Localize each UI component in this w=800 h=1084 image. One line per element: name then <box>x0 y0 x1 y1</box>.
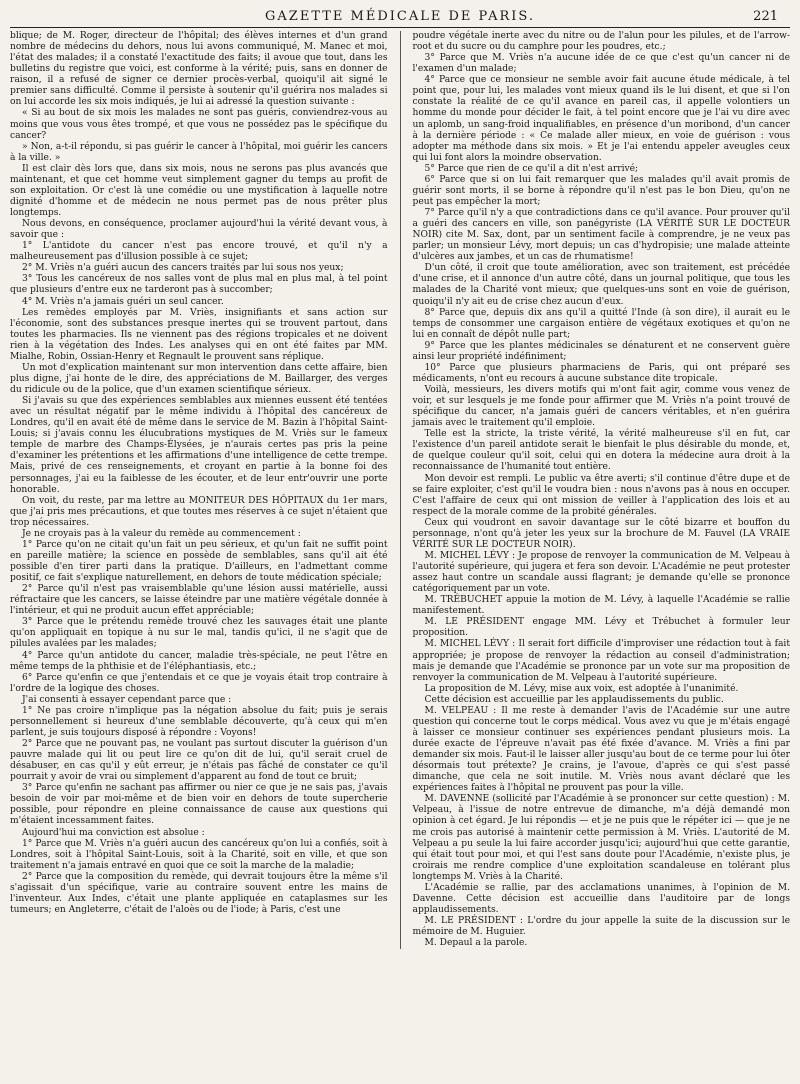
paragraph: M. VELPEAU : Il me reste à demander l'avis de l'Académie sur une autre question qui concerne tout le corps médical. Vous avez vu que je m'étais engagé à laisser ce monsieur continuer ses expériences pendant plusieurs mois. La durée exacte de l'épreuve n'avait pas été fixée d'avance. M. Vriès a fini par demander six mois. Faut-il le laisser aller jusqu'au bout de ce terme pour lui ôter désormais tout prétexte? Je crains, je l'avoue, d'après ce qui s'est passé dimanche, que cela ne soit inutile. M. Vriès nous avant déclaré que les expériences faites à l'hôpital ne prouvent pas pour la ville. <box>412 705 791 794</box>
paragraph: 3° Tous les cancéreux de nos salles vont de plus mal en plus mal, à tel point que plusieurs d'entre eux ne tarderont pas à succomber; <box>10 274 388 296</box>
paragraph: M. MICHEL LÉVY : Je propose de renvoyer la communication de M. Velpeau à l'autorité supérieure, qui jugera et fera son devoir. L'Académie ne peut protester assez haut contre un scandale aussi flagrant; je demande qu'elle se prononce catégoriquement par un vote. <box>412 550 791 595</box>
paragraph: M. LE PRÉSIDENT : L'ordre du jour appelle la suite de la discussion sur le mémoire de M. Huguier. <box>412 916 791 938</box>
page-header <box>10 0 790 28</box>
paragraph: Ceux qui voudront en savoir davantage sur le côté bizarre et bouffon du personnage, n'ont qu'à jeter les yeux sur la brochure de M. Fauvel (LA VRAIE VÉRITÉ SUR LE DOCTEUR NOIR). <box>412 517 791 550</box>
paragraph: 1° Parce qu'on ne citait qu'un fait un peu sérieux, et qu'un fait ne suffit point en pareille matière; la science en possède de semblables, sans qu'il ait été possible d'en tirer parti dans la pratique. D'ailleurs, en l'admettant comme positif, ce fait s'explique naturellement, en dehors de toute médication spéciale; <box>10 539 388 584</box>
paragraph: L'Académie se rallie, par des acclamations unanimes, à l'opinion de M. Davenne. Cette décision est accueillie dans l'auditoire par de longs applaudissements. <box>412 882 791 915</box>
paragraph: 10° Parce que plusieurs pharmaciens de Paris, qui ont préparé ses médicaments, n'ont eu recours à aucune substance dite tropicale. <box>412 362 791 384</box>
paragraph: On voit, du reste, par ma lettre au MONITEUR DES HÔPITAUX du 1er mars, que j'ai pris mes précautions, et que toutes mes réserves à ce sujet n'étaient que trop nécessaires. <box>10 495 388 528</box>
paragraph: Nous devons, en conséquence, proclamer aujourd'hui la vérité devant vous, à savoir que : <box>10 219 388 241</box>
paragraph: Voilà, messieurs, les divers motifs qui m'ont fait agir, comme vous venez de voir, et sur lesquels je me fonde pour affirmer que M. Vriès n'a point trouvé de spécifique du cancer, n'a jamais guéri de cancers véritables, et n'en guérira jamais avec le traitement qu'il emploie. <box>412 385 791 429</box>
column-divider <box>400 31 401 949</box>
paragraph: 6° Parce que si on lui fait remarquer que les malades qu'il avait promis de guérir sont morts, il se borne à répondre qu'il n'est pas le bon Dieu, qu'on ne peut pas empêcher la mort; <box>412 174 791 207</box>
paragraph: M. Depaul a la parole. <box>424 938 528 949</box>
paragraph: blique; de M. Roger, directeur de l'hôpital; des élèves internes et d'un grand nombre de médecins du dehors, nous lui avons communiqué, M. Manec et moi, l'état des malades; il a constaté l'exactitude des faits; il avoue que tout, dans les bulletins du registre que voici, est conforme à la vérité; puis, sans en donner de raison, il a refusé de signer ce dernier procès-verbal, quoiqu'il ait signé le premier sans difficulté. Comme il persiste à soutenir qu'il guérira nos malades si on lui accorde les six mois indiqués, je lui ai adressé la question suivante : <box>10 31 388 108</box>
journal-title: GAZETTE MÉDICALE DE PARIS. <box>265 9 535 24</box>
paragraph: Cette décision est accueillie par les applaudissements du public. <box>424 694 724 705</box>
page-number: 221 <box>753 9 778 24</box>
paragraph: 1° Parce que M. Vriès n'a guéri aucun des cancéreux qu'on lui a confiés, soit à Londres, soit à l'hôpital Saint-Louis, soit à la Charité, soit en ville, et que son traitement n'a jamais entravé en quoi que ce soit la marche de la maladie; <box>10 838 388 871</box>
paragraph: 4° Parce qu'un antidote du cancer, maladie très-spéciale, ne peut l'être en même temps de la phthisie et de l'éléphantiasis, etc.; <box>10 650 388 672</box>
paragraph: 2° Parce qu'il n'est pas vraisemblable qu'une lésion aussi matérielle, aussi réfractaire que les cancers, se laisse éteindre par une matière végétale donnée à l'intérieur, et qui ne produit aucun effet appréciable; <box>10 584 388 617</box>
paragraph: 7° Parce qu'il n'y a que contradictions dans ce qu'il avance. Pour prouver qu'il a guéri des cancers en ville, son panégyriste (LA VÉRITÉ SUR LE DOCTEUR NOIR) cite M. Sax, dont, par un sentiment facile à comprendre, je ne veux pas parler; un monsieur Lévy, mort depuis; un cas d'hydropisie; une malade atteinte d'ulcères aux jambes, et un cas de rhumatisme! <box>412 208 791 263</box>
paragraph: Les remèdes employés par M. Vriès, insignifiants et sans action sur l'économie, sont des substances presque inertes qui se trouvent partout, dans toutes les pharmacies. Ils ne viennent pas des régions tropicales et ne doivent rien à la végétation des Indes. Les analyses qui en ont été faites par MM. Mialhe, Robin, Ossian-Henry et Regnault le prouvent sans réplique. <box>10 307 388 362</box>
paragraph: 5° Parce que rien de ce qu'il a dit n'est arrivé; <box>424 163 639 174</box>
paragraph: 6° Parce qu'enfin ce que j'entendais et ce que je voyais était trop contraire à l'ordre de la logique des choses. <box>10 672 388 694</box>
paragraph: 1° Ne pas croire n'implique pas la négation absolue du fait; puis je serais personnellement si heureux d'une semblable découverte, qu'à ceux qui m'en parlent, je suis toujours disposé à répondre : Voyons! <box>10 705 388 738</box>
paragraph: J'ai consenti à essayer cependant parce que : <box>22 694 232 705</box>
paragraph: Mon devoir est rempli. Le public va être averti; s'il continue d'être dupe et de se faire exploiter, c'est qu'il le voudra bien : nous n'avons pas à nous en occuper. C'est l'affaire de ceux qui ont mission de veiller à l'application des lois et au respect de la morale comme de la probité générales. <box>412 473 791 517</box>
paragraph: Je ne croyais pas à la valeur du remède au commencement : <box>22 528 301 539</box>
paragraph: M. MICHEL LÉVY : Il serait fort difficile d'improviser une rédaction tout à fait appropriée; je propose de renvoyer la rédaction au conseil d'administration; mais je demande que l'Académie se prononce par un vote sur ma proposition de renvoyer la communication de M. Velpeau à l'autorité supérieure. <box>412 639 791 683</box>
left-column <box>10 31 388 949</box>
paragraph: 1° L'antidote du cancer n'est pas encore trouvé, et qu'il n'y a malheureusement pas d'illusion possible à ce sujet; <box>10 241 388 263</box>
paragraph: Il est clair dès lors que, dans six mois, nous ne serons pas plus avancés que maintenant, et que cet homme veut simplement gagner du temps au profit de son exploitation. Or c'est là une comédie ou une mystification à laquelle notre dignité d'homme et de médecin ne nous permet pas de nous prêter plus longtemps. <box>10 163 388 218</box>
paragraph: 4° M. Vriès n'a jamais guéri un seul cancer. <box>22 296 224 307</box>
paragraph: Si j'avais su que des expériences semblables aux miennes eussent été tentées avec un résultat négatif par le même individu à l'hôpital des cancéreux de Londres, qu'il en avait été de même dans le service de M. Bazin à l'hôpital Saint-Louis; si j'avais connu les élucubrations mystiques de M. Vriès sur le fameux temple de marbre des Champs-Élysées, je n'aurais certes pas pris la peine d'examiner les prétentions et les affirmations d'une intelligence de cette trempe. Mais, privé de ces renseignements, et croyant en partie à la bonne foi des personnages, j'ai eu la faiblesse de les écouter, et de leur entr'ouvrir une porte honorable. <box>10 396 388 495</box>
paragraph: M. TRÉBUCHET appuie la motion de M. Lévy, à laquelle l'Académie se rallie manifestement. <box>412 595 791 617</box>
paragraph: 2° Parce que la composition du remède, qui devrait toujours être la même s'il s'agissait d'un spécifique, varie au contraire souvent entre les mains de l'inventeur. Aux Indes, c'était une plante appliquée en cataplasmes sur les tumeurs; en Angleterre, c'était de l'aloès ou de l'iode; à Paris, c'est une <box>10 871 388 915</box>
paragraph: 3° Parce qu'enfin ne sachant pas affirmer ou nier ce que je ne sais pas, j'avais besoin de voir par moi-même et de bien voir en dehors de toute supercherie possible, pour répondre en pleine connaissance de cause aux questions qui m'étaient incessamment faites. <box>10 783 388 827</box>
paragraph: Un mot d'explication maintenant sur mon intervention dans cette affaire, bien plus digne, j'ai honte de le dire, des appréciations de M. Baillarger, des verges du ridicule ou de la police, que d'un examen scientifique sérieux. <box>10 362 388 395</box>
paragraph: 2° M. Vriès n'a guéri aucun des cancers traités par lui sous nos yeux; <box>22 263 344 274</box>
paragraph: M. DAVENNE (sollicité par l'Académie à se prononcer sur cette question) : M. Velpeau, à l'issue de notre entrevue de dimanche, m'a déjà demandé mon opinion à cet égard. Je lui répondis — et je ne puis que le répéter ici — que je ne me crois pas autorisé à maintenir cette permission à M. Vriès. L'autorité de M. Velpeau a pu seule la lui faire accorder jusqu'ici; aujourd'hui que cette garantie, qui était tout pour moi, et qui l'est sans doute pour l'Académie, n'existe plus, je croirais me rendre complice d'une exploitation scandaleuse en tolérant plus longtemps M. Vriès à la Charité. <box>412 794 791 882</box>
paragraph: Aujourd'hui ma conviction est absolue : <box>22 827 205 838</box>
paragraph: 2° Parce que ne pouvant pas, ne voulant pas surtout discuter la guérison d'un pauvre malade qui lit ou peut lire ce qu'on dit de lui, qu'il serait cruel de désabuser, en cas qu'il y eût erreur, je n'étais pas fâché de constater ce qu'il pourrait y avoir de vrai ou simplement d'apparent au fond de tout ce bruit; <box>10 739 388 783</box>
paragraph: 3° Parce que le prétendu remède trouvé chez les sauvages était une plante qu'on appliquait en topique à nu sur le mal, tandis qu'ici, il ne s'agit que de pilules avalées par les malades; <box>10 617 388 650</box>
paragraph: D'un côté, il croit que toute amélioration, avec son traitement, est précédée d'une crise, et il annonce d'un autre côté, dans un journal politique, que tous les malades de la Charité vont mieux; que quelques-uns sont en voie de guérison, quoiqu'il n'y ait eu de crise chez aucun d'eux. <box>412 263 791 307</box>
paragraph: » Non, a-t-il répondu, si pas guérir le cancer à l'hôpital, moi guérir les cancers à la ville. » <box>10 141 388 163</box>
paragraph: 8° Parce que, depuis dix ans qu'il a quitté l'Inde (à son dire), il aurait eu le temps de consommer une cargaison entière de végétaux exotiques et qu'on ne lui en connaît de dépôt nulle part; <box>412 307 791 340</box>
paragraph: 4° Parce que ce monsieur ne semble avoir fait aucune étude médicale, à tel point que, pour lui, les malades vont mieux quand ils le lui disent, et que si l'on constate la réalité de ce qu'il avance en pareil cas, il appelle volontiers un homme du monde pour décider le fait, à tel point encore que je l'ai vu dire avec un aplomb, un sang-froid inqualifiables, en présence d'un moribond, d'un cancer à la dernière période : « Ce malade aller mieux, en voie de guérison : vous adopter ma méthode dans six mois. » Et je l'ai entendu appeler aveugles ceux qui lui font alors la moindre observation. <box>412 75 791 163</box>
paragraph: 3° Parce que M. Vriès n'a aucune idée de ce que c'est qu'un cancer ni de l'examen d'un malade; <box>412 53 791 75</box>
article-columns <box>10 31 790 949</box>
paragraph: « Si au bout de six mois les malades ne sont pas guéris, conviendrez-vous au moins que vous vous êtes trompé, et que vous ne possédez pas le spécifique du cancer? <box>10 108 388 141</box>
paragraph: M. LE PRÉSIDENT engage MM. Lévy et Trébuchet à formuler leur proposition. <box>412 617 791 639</box>
paragraph: 9° Parce que les plantes médicinales se dénaturent et ne conservent guère ainsi leur propriété indéfiniment; <box>412 340 791 362</box>
right-column <box>413 31 791 949</box>
paragraph: Telle est la stricte, la triste vérité, la vérité malheureuse s'il en fut, car l'existence d'un pareil antidote serait le bienfait le plus désirable du monde, et, de quelque couleur qu'il soit, celui qui en dotera la médecine aura droit à la reconnaissance de l'humanité tout entière. <box>412 429 791 473</box>
paragraph: poudre végétale inerte avec du nitre ou de l'alun pour les pilules, et de l'arrow-root et du sucre ou du camphre pour les poudres, etc.; <box>412 31 791 53</box>
paragraph: La proposition de M. Lévy, mise aux voix, est adoptée à l'unanimité. <box>424 683 739 694</box>
